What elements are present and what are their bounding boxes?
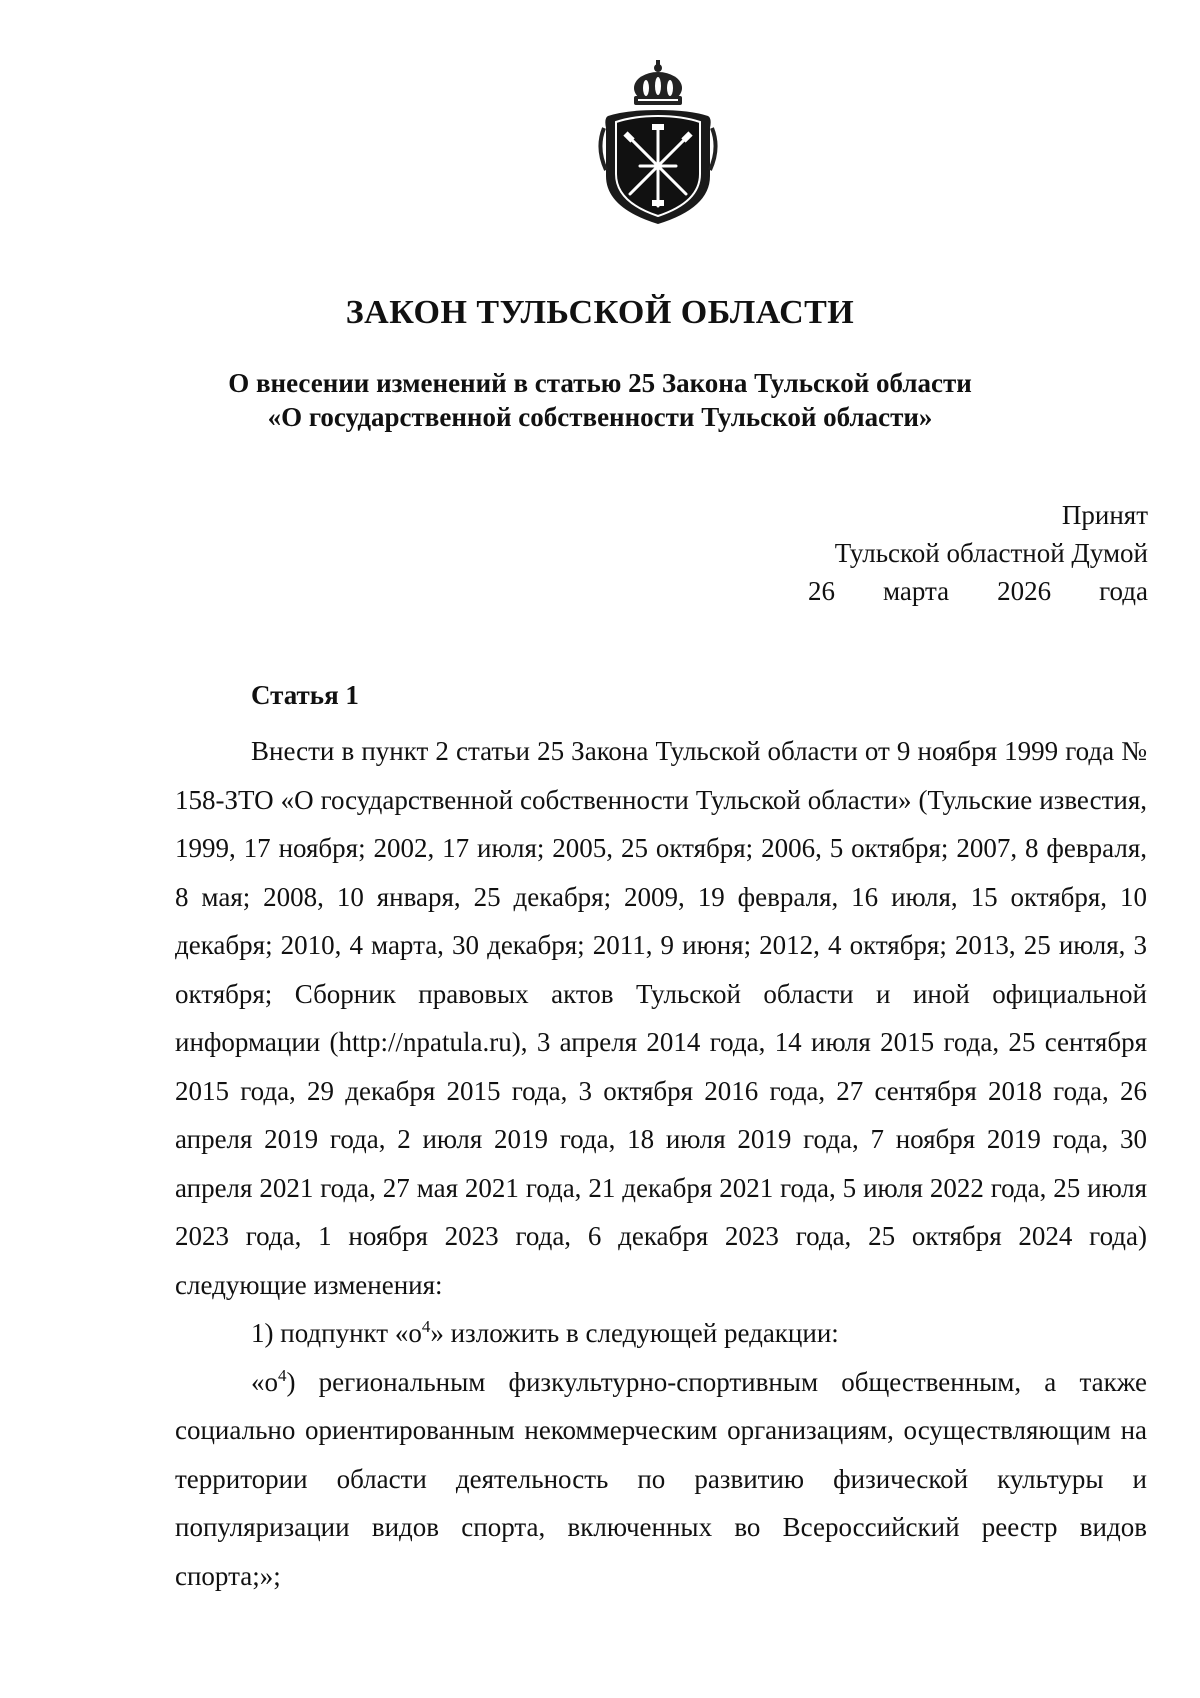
adoption-day: 26 <box>808 576 835 606</box>
law-title: ЗАКОН ТУЛЬСКОЙ ОБЛАСТИ <box>345 294 855 331</box>
adoption-date <box>808 572 1148 610</box>
article-heading: Статья 1 <box>251 680 359 710</box>
law-subtitle <box>0 366 1200 434</box>
quote-text-start: «о <box>251 1366 278 1397</box>
adoption-line-2: Тульской областной Думой <box>834 538 1148 568</box>
tula-coat-of-arms-icon <box>594 58 722 228</box>
adoption-year-word: года <box>1099 576 1148 606</box>
adoption-block <box>808 496 1148 610</box>
law-subtitle-line-2: «О государственной собственности Тульской области» <box>267 402 933 432</box>
item-1-superscript: 4 <box>421 1317 431 1336</box>
quote-superscript: 4 <box>278 1365 287 1385</box>
law-subtitle-line-1: О внесении изменений в статью 25 Закона Тульской области <box>228 368 972 398</box>
article-intro-paragraph: Внести в пункт 2 статьи 25 Закона Тульской области от 9 ноября 1999 года № 158-ЗТО «О государственной собственности Тульской области» (Тульские известия, 1999, 17 ноября; 2002, 17 июля; 2005, 25 октября; 2006, 5 октября; 2007, 8 февраля, 8 мая; 2008, 10 января, 25 декабря; 2009, 19 февраля, 16 июля, 15 октября, 10 декабря; 2010, 4 марта, 30 декабря; 2011, 9 июня; 2012, 4 октября; 2013, 25 июля, 3 октября; Сборник правовых актов Тульской области и иной официальной информации (http://npatula.ru), 3 апреля 2014 года, 14 июля 2015 года, 25 сентября 2015 года, 29 декабря 2015 года, 3 октября 2016 года, 27 сентября 2018 года, 26 апреля 2019 года, 2 июля 2019 года, 18 июля 2019 года, 7 ноября 2019 года, 30 апреля 2021 года, 27 мая 2021 года, 21 декабря 2021 года, 5 июля 2022 года, 25 июля 2023 года, 1 ноября 2023 года, 6 декабря 2023 года, 25 октября 2024 года) следующие изменения: <box>175 736 1147 1300</box>
amendment-quote-paragraph <box>175 1358 1147 1601</box>
quote-text-end: ) региональным физкультурно-спортивным общественным, а также социально ориентированным некоммерческим организациям, осуществляющим на территории области деятельность по развитию физической культуры и популяризации видов спорта, включенных во Всероссийский реестр видов спорта;»; <box>175 1366 1147 1591</box>
item-1-paragraph <box>175 1309 1147 1358</box>
item-1-text-end: » изложить в следующей редакции: <box>430 1318 839 1348</box>
adoption-line-1: Принят <box>1061 500 1148 530</box>
adoption-year: 2026 <box>997 576 1052 606</box>
adoption-month: марта <box>882 576 950 606</box>
item-1-text-start: 1) подпункт «о <box>251 1318 422 1348</box>
article-body <box>175 727 1147 1600</box>
